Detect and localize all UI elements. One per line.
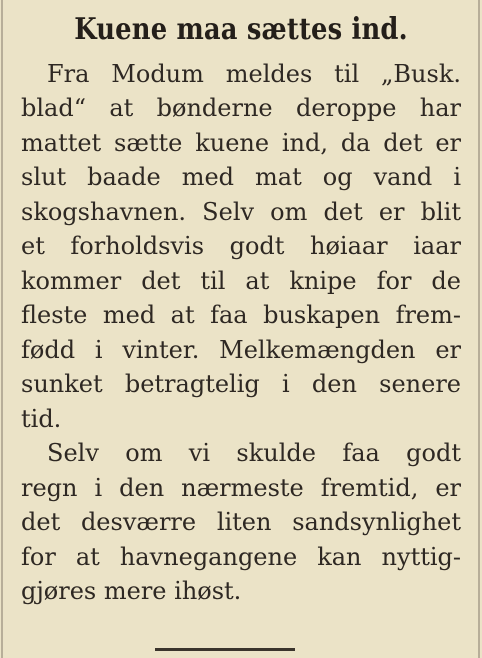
paragraph-1-line-8: fleste med at faa buskapen frem-	[21, 301, 461, 329]
paragraph-2-line-4: for at havnegangene kan nyttig-	[21, 543, 461, 571]
column-rule-left	[1, 0, 3, 658]
paragraph-1-line-1: Fra Modum meldes til „Busk.	[47, 60, 461, 88]
paragraph-2-line-5: gjøres mere ihøst.	[21, 577, 242, 605]
paragraph-1-line-11: tid.	[21, 405, 62, 433]
paragraph-2-line-3: det desværre liten sandsynlighet	[21, 508, 461, 536]
paragraph-2-line-1: Selv om vi skulde faa godt	[47, 439, 461, 467]
paragraph-1-line-10: sunket betragtelig i den senere	[21, 370, 461, 398]
column-rule-right	[478, 0, 480, 658]
article-end-rule	[155, 648, 295, 651]
paragraph-1-line-7: kommer det til at knipe for de	[21, 267, 461, 295]
paragraph-1-line-5: skogshavnen. Selv om det er blit	[21, 198, 461, 226]
paragraph-1-line-2: blad“ at bønderne deroppe har	[21, 94, 461, 122]
paragraph-2-line-2: regn i den nærmeste fremtid, er	[21, 474, 461, 502]
paragraph-1-line-6: et forholdsvis godt høiaar iaar	[21, 232, 461, 260]
paragraph-1-line-4: slut baade med mat og vand i	[21, 163, 461, 191]
article-headline: Kuene maa sættes ind.	[74, 12, 408, 47]
paragraph-1-line-3: mattet sætte kuene ind, da det er	[21, 129, 461, 157]
paragraph-1-line-9: fødd i vinter. Melkemængden er	[21, 336, 461, 364]
